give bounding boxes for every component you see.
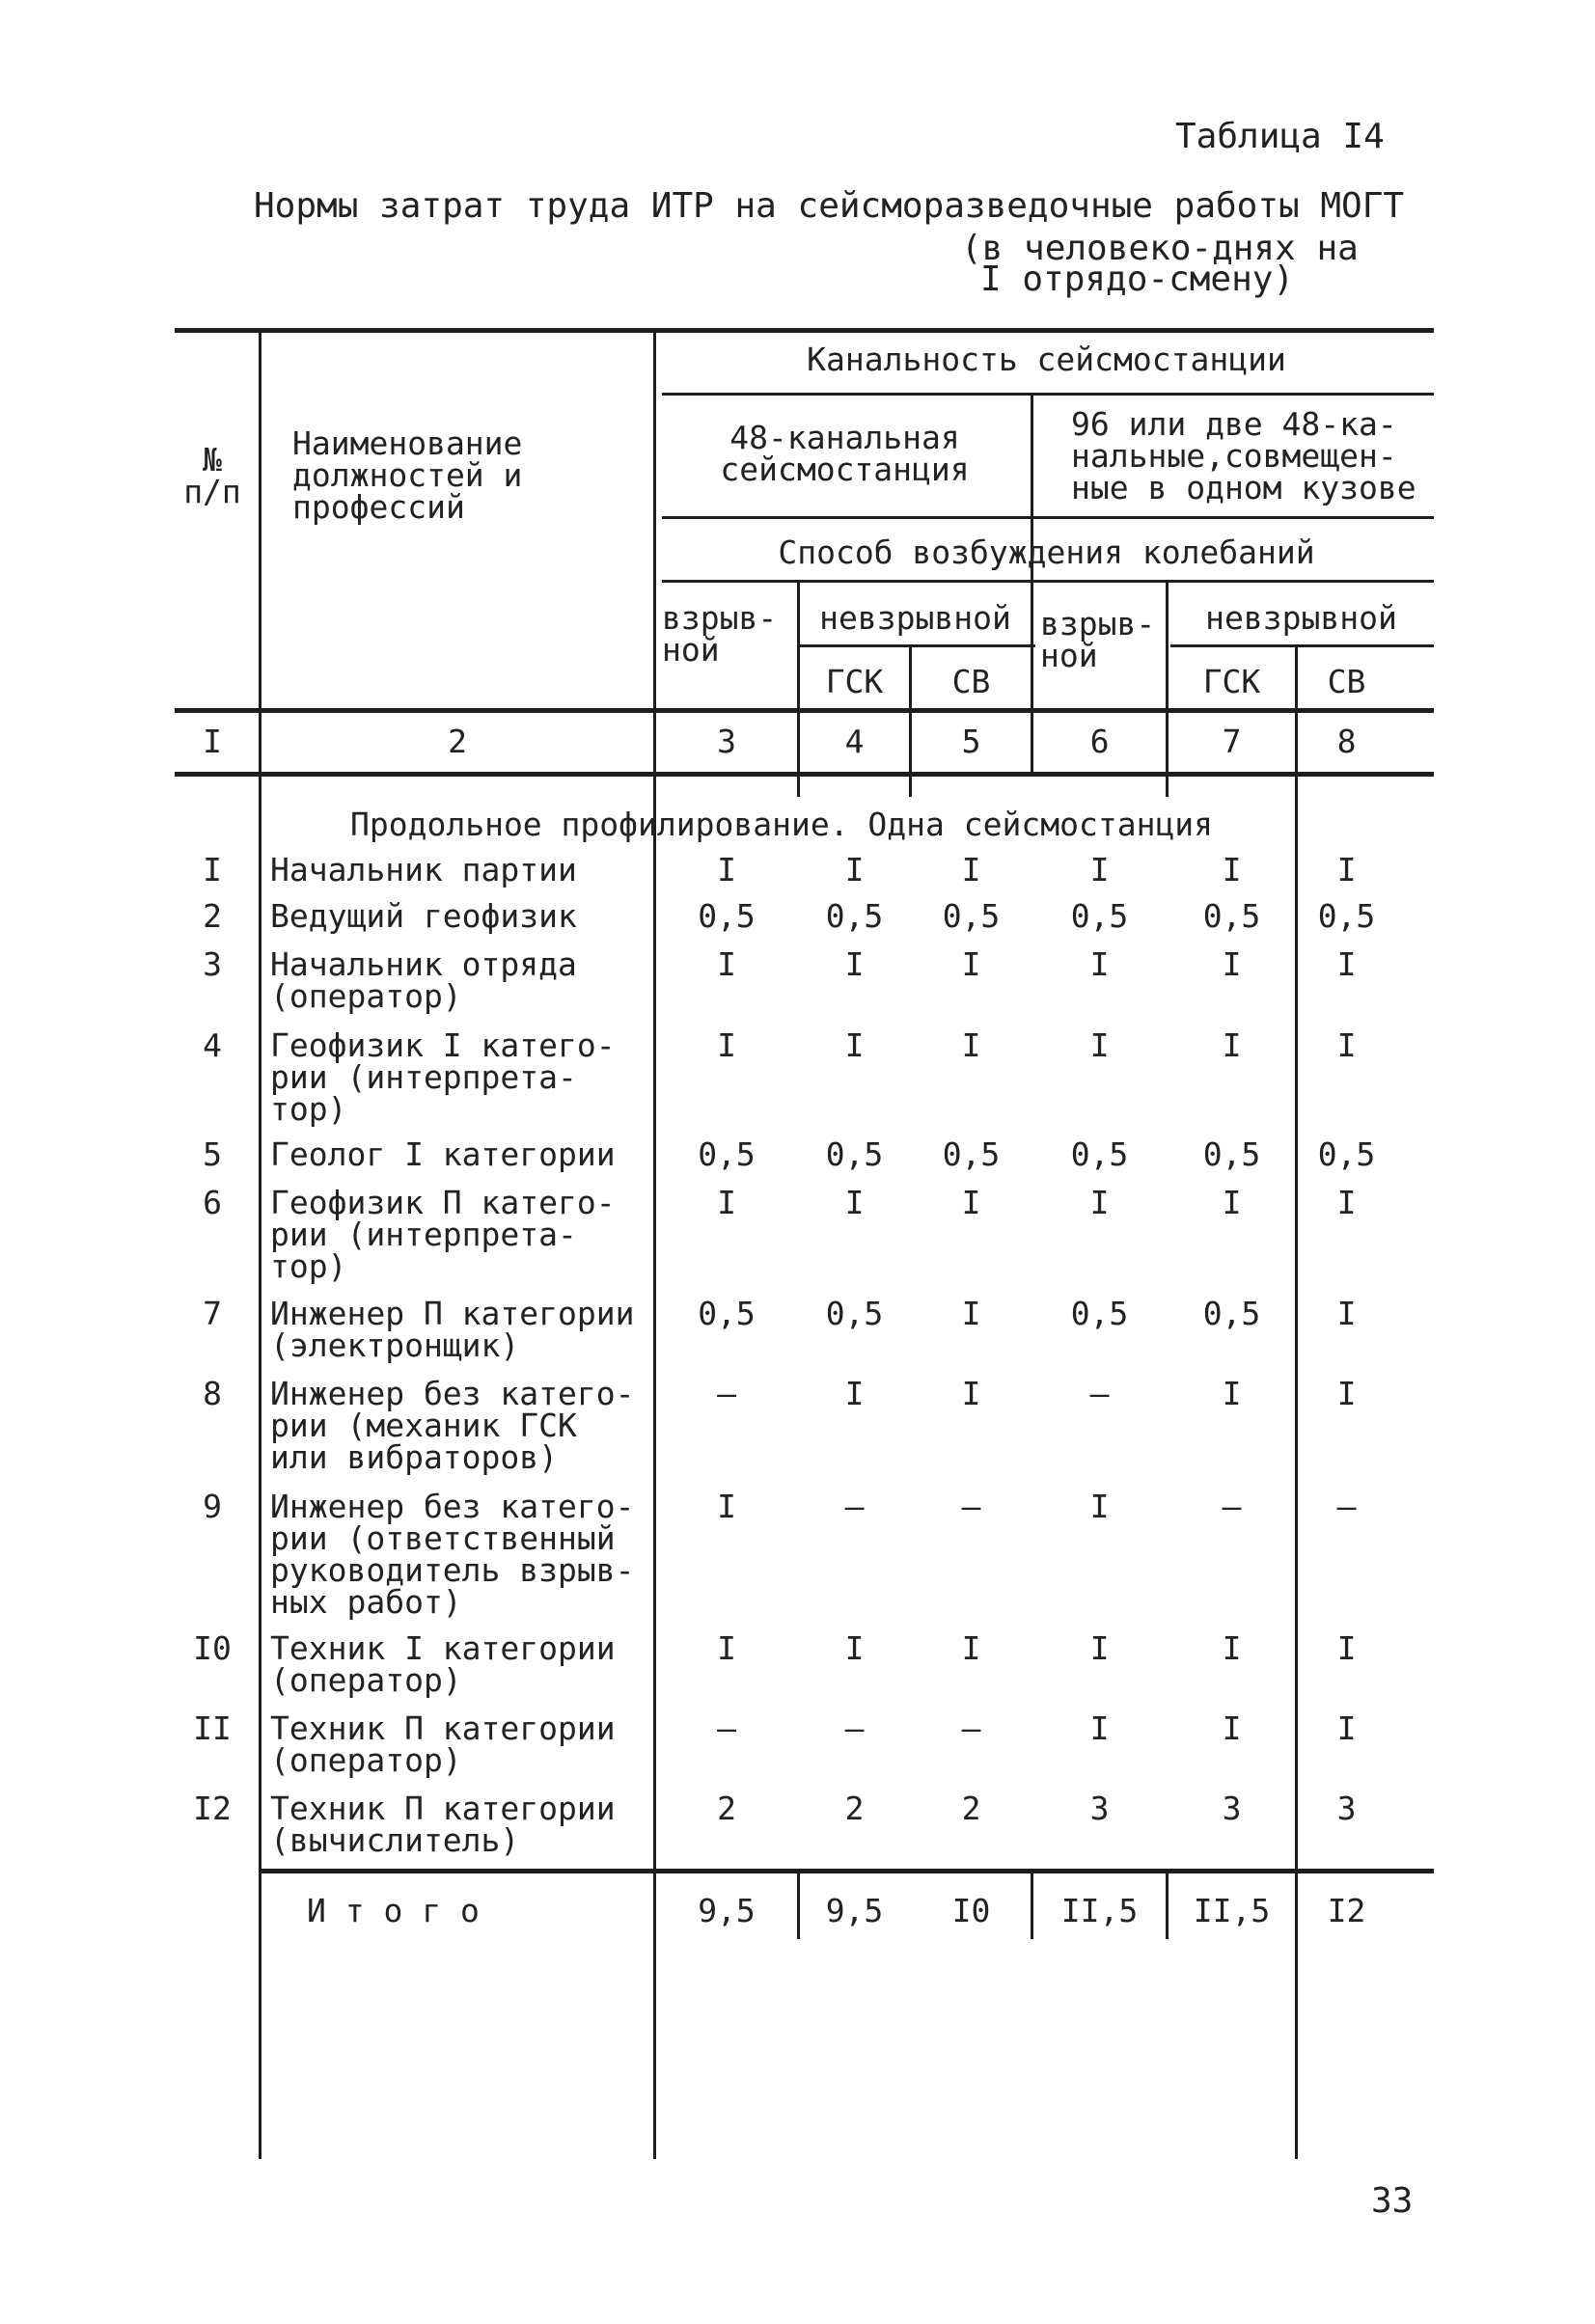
row-value-col4: 2 <box>844 1790 865 1827</box>
table-subtitle-line1: (в человеко-днях на <box>961 229 1359 268</box>
column-number-7: 7 <box>1222 723 1242 760</box>
row-value-col4: 0,5 <box>825 897 884 935</box>
col-border-5-header <box>1031 396 1033 772</box>
row-value-col3: I <box>717 1026 736 1064</box>
row-value-col8: I <box>1336 1184 1357 1221</box>
column-number-4: 4 <box>844 723 865 760</box>
row-value-col8: I <box>1336 1295 1357 1332</box>
row-value-col8: I <box>1336 1375 1357 1412</box>
total-row-top-border <box>261 1869 1434 1873</box>
row-value-col6: 0,5 <box>1070 1135 1129 1173</box>
divider-channel-group <box>662 393 1434 396</box>
row-value-col6: 0,5 <box>1070 897 1129 935</box>
row-value-col7: 0,5 <box>1202 1295 1261 1332</box>
row-value-col5: 0,5 <box>942 1135 1001 1173</box>
row-number: 9 <box>203 1488 222 1525</box>
table-title: Нормы затрат труда ИТР на сейсморазведочные работы МОГТ <box>254 186 1405 226</box>
row-position-name: Ведущий геофизик <box>270 897 577 935</box>
row-number: 6 <box>203 1184 222 1221</box>
row-value-col3: – <box>717 1375 736 1412</box>
header-explosive-48: взрыв- ной <box>662 599 778 669</box>
header-sv-96: СВ <box>1327 663 1366 700</box>
row-number: I0 <box>193 1629 232 1667</box>
row-value-col7: I <box>1222 1375 1242 1412</box>
row-value-col7: I <box>1222 1184 1242 1221</box>
row-position-name: Техник I категории (оператор) <box>270 1629 616 1699</box>
row-value-col4: – <box>844 1709 865 1747</box>
header-bottom-border <box>175 708 1434 713</box>
divider-excitation <box>662 580 1434 583</box>
row-value-col6: I <box>1089 851 1110 889</box>
row-value-col3: I <box>717 945 736 983</box>
total-value-col3: 9,5 <box>698 1892 756 1929</box>
row-value-col5: I <box>961 1184 981 1221</box>
header-station-96: 96 или две 48-ка- нальные,совмещен- ные в одном кузове <box>1071 405 1416 506</box>
column-number-1: I <box>203 723 222 760</box>
row-position-name: Геофизик I катего- рии (интерпрета- тор) <box>270 1026 616 1128</box>
row-value-col5: – <box>961 1709 981 1747</box>
row-position-name: Инженер без катего- рии (механик ГСК или вибраторов) <box>270 1375 635 1476</box>
row-position-name: Начальник партии <box>270 851 577 889</box>
header-channel-group: Канальность сейсмостанции <box>807 341 1286 378</box>
table-label: Таблица I4 <box>1175 117 1385 156</box>
row-value-col8: – <box>1336 1488 1357 1525</box>
row-value-col6: I <box>1089 1026 1110 1064</box>
row-number: II <box>193 1709 232 1747</box>
row-value-col7: I <box>1222 945 1242 983</box>
row-value-col3: I <box>717 1184 736 1221</box>
row-value-col4: I <box>844 1375 865 1412</box>
row-value-col5: I <box>961 1629 981 1667</box>
row-value-col4: I <box>844 945 865 983</box>
row-value-col4: 0,5 <box>825 1135 884 1173</box>
row-value-col7: 0,5 <box>1202 897 1261 935</box>
row-value-col7: I <box>1222 1026 1242 1064</box>
divider-nonexplosive-48 <box>800 644 1035 647</box>
row-value-col3: I <box>717 851 736 889</box>
col-border-1 <box>259 333 261 2159</box>
column-number-3: 3 <box>717 723 736 760</box>
row-value-col7: 3 <box>1222 1790 1242 1827</box>
header-nonexplosive-96: невзрывной <box>1205 599 1397 637</box>
row-value-col8: I <box>1336 1629 1357 1667</box>
row-value-col6: I <box>1089 1184 1110 1221</box>
row-value-col8: I <box>1336 1709 1357 1747</box>
divider-station-types <box>662 516 1434 519</box>
row-value-col7: I <box>1222 851 1242 889</box>
column-number-2: 2 <box>448 723 467 760</box>
row-value-col4: – <box>844 1488 865 1525</box>
row-position-name: Техник П категории (вычислитель) <box>270 1790 616 1859</box>
row-value-col7: 0,5 <box>1202 1135 1261 1173</box>
table-subtitle-line2: I отрядо-смену) <box>980 260 1295 299</box>
total-value-col6: II,5 <box>1060 1892 1139 1929</box>
header-position-name: Наименование должностей и профессий <box>292 424 523 526</box>
total-value-col4: 9,5 <box>825 1892 884 1929</box>
row-value-col5: I <box>961 945 981 983</box>
row-position-name: Техник П категории (оператор) <box>270 1709 616 1779</box>
total-value-col7: II,5 <box>1193 1892 1271 1929</box>
row-number: 2 <box>203 897 222 935</box>
row-position-name: Геофизик П катего- рии (интерпрета- тор) <box>270 1184 616 1285</box>
row-value-col4: 0,5 <box>825 1295 884 1332</box>
row-number: I <box>203 851 222 889</box>
row-value-col8: I <box>1336 851 1357 889</box>
row-value-col4: I <box>844 851 865 889</box>
header-gsk-96: ГСК <box>1202 663 1261 700</box>
row-value-col5: 2 <box>961 1790 981 1827</box>
header-gsk-48: ГСК <box>825 663 884 700</box>
col-border-2 <box>653 333 656 2159</box>
row-value-col7: I <box>1222 1629 1242 1667</box>
row-value-col3: 0,5 <box>698 897 756 935</box>
row-number: 8 <box>203 1375 222 1412</box>
row-value-col6: I <box>1089 1488 1110 1525</box>
header-station-48: 48-канальная сейсмостанция <box>720 419 970 488</box>
row-value-col6: – <box>1089 1375 1110 1412</box>
row-value-col8: 0,5 <box>1317 897 1376 935</box>
divider-nonexplosive-96 <box>1170 644 1434 647</box>
row-value-col5: – <box>961 1488 981 1525</box>
row-position-name: Инженер без катего- рии (ответственный руководитель взрыв- ных работ) <box>270 1488 635 1621</box>
total-value-col5: I0 <box>951 1892 991 1929</box>
page-number: 33 <box>1371 2181 1414 2221</box>
row-value-col5: I <box>961 1295 981 1332</box>
column-number-6: 6 <box>1089 723 1110 760</box>
section-title: Продольное профилирование. Одна сейсмостанция <box>350 806 1214 843</box>
row-value-col8: 3 <box>1336 1790 1357 1827</box>
row-value-col8: 0,5 <box>1317 1135 1376 1173</box>
row-value-col3: 2 <box>717 1790 736 1827</box>
total-value-col8: I2 <box>1327 1892 1366 1929</box>
row-value-col4: I <box>844 1026 865 1064</box>
total-label: И т о г о <box>307 1892 480 1929</box>
row-value-col4: I <box>844 1184 865 1221</box>
row-value-col5: I <box>961 1026 981 1064</box>
row-value-col6: 3 <box>1089 1790 1110 1827</box>
row-value-col3: I <box>717 1488 736 1525</box>
row-value-col8: I <box>1336 1026 1357 1064</box>
row-value-col3: 0,5 <box>698 1295 756 1332</box>
column-number-row-border <box>175 772 1434 777</box>
row-number: I2 <box>193 1790 232 1827</box>
row-value-col5: I <box>961 851 981 889</box>
row-value-col6: I <box>1089 1629 1110 1667</box>
header-explosive-96: взрыв- ной <box>1040 605 1156 674</box>
table-top-border <box>175 328 1434 333</box>
header-row-number: № п/п <box>183 441 241 510</box>
row-value-col5: I <box>961 1375 981 1412</box>
row-value-col6: I <box>1089 1709 1110 1747</box>
column-number-5: 5 <box>961 723 981 760</box>
row-value-col3: 0,5 <box>698 1135 756 1173</box>
header-nonexplosive-48: невзрывной <box>819 599 1011 637</box>
header-excitation-method: Способ возбуждения колебаний <box>778 533 1315 571</box>
row-value-col7: I <box>1222 1709 1242 1747</box>
row-value-col7: – <box>1222 1488 1242 1525</box>
row-number: 3 <box>203 945 222 983</box>
row-number: 5 <box>203 1135 222 1173</box>
row-position-name: Инженер П категории (электронщик) <box>270 1295 635 1364</box>
row-value-col5: 0,5 <box>942 897 1001 935</box>
row-number: 7 <box>203 1295 222 1332</box>
row-value-col3: – <box>717 1709 736 1747</box>
row-value-col6: 0,5 <box>1070 1295 1129 1332</box>
header-sv-48: СВ <box>951 663 991 700</box>
row-value-col6: I <box>1089 945 1110 983</box>
row-value-col4: I <box>844 1629 865 1667</box>
column-number-8: 8 <box>1336 723 1357 760</box>
row-value-col8: I <box>1336 945 1357 983</box>
row-value-col3: I <box>717 1629 736 1667</box>
row-position-name: Геолог I категории <box>270 1135 616 1173</box>
row-position-name: Начальник отряда (оператор) <box>270 945 577 1015</box>
row-number: 4 <box>203 1026 222 1064</box>
